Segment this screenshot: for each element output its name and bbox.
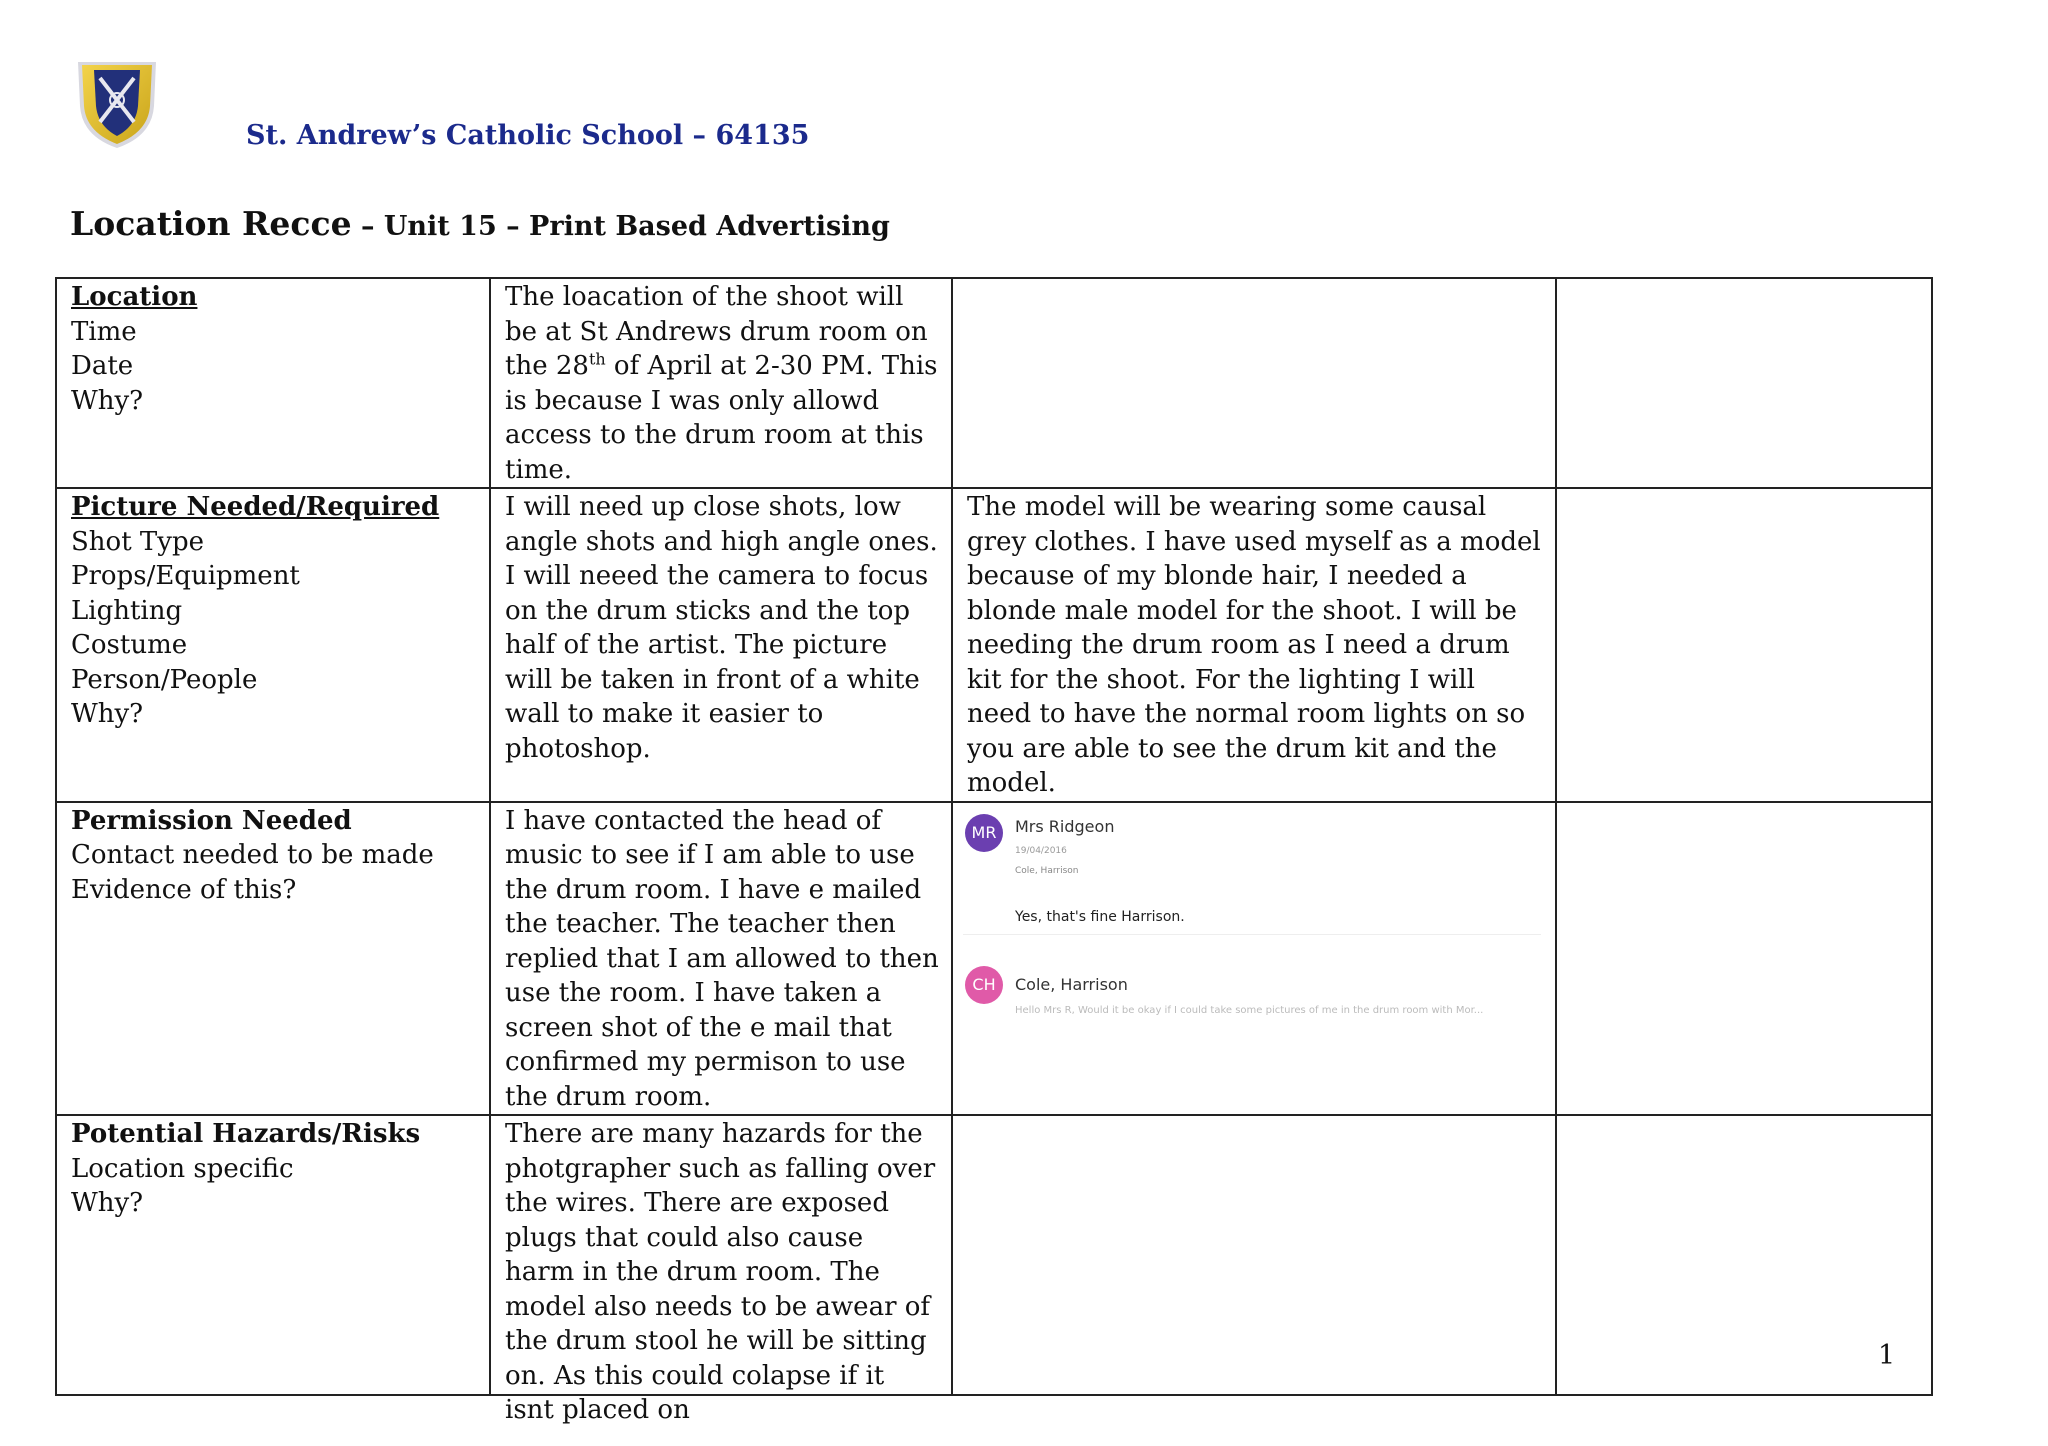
row-answer-cell: I have contacted the head of music to see if I am able to use the drum room. I have e mailed the teacher. The teacher then replied that I am allowed to then use the room. I have taken a screen shot of the e mail that confirmed my permison to use the drum room. xyxy=(490,802,952,1116)
row-detail-cell xyxy=(952,278,1556,488)
email-reply-body: Yes, that's fine Harrison. xyxy=(1015,908,1185,925)
row-detail-cell: The model will be wearing some causal grey clothes. I have used myself as a model because of my blonde hair, I needed a blonde male model for the shoot. I will be needing the drum room as I need a drum kit for the shoot. For the lighting I will need to have the normal room lights on so you are able to see the drum kit and the model. xyxy=(952,488,1556,802)
row-extra-cell xyxy=(1556,488,1932,802)
email-recipient: Cole, Harrison xyxy=(1015,865,1079,876)
row-sub-label: Why? xyxy=(71,1188,144,1218)
row-label-cell xyxy=(56,488,490,802)
row-heading: Location xyxy=(71,282,198,312)
email-date: 19/04/2016 xyxy=(1015,845,1067,856)
row-sub-label: Lighting xyxy=(71,595,183,626)
row-sub-label: Person/People xyxy=(71,664,258,695)
email-preview: Hello Mrs R, Would it be okay if I could take some pictures of me in the drum room with Mor... xyxy=(1015,1004,1484,1016)
row-label-cell xyxy=(56,802,490,1116)
row-heading: Potential Hazards/Risks xyxy=(71,1119,421,1149)
row-label-cell xyxy=(56,278,490,488)
school-name: St. Andrew’s Catholic School – 64135 xyxy=(246,120,810,151)
row-answer-cell: I will need up close shots, low angle shots and high angle ones. I will neeed the camera to focus on the drum sticks and the top half of the artist. The picture will be taken in front of a white wall to make it easier to photoshop. xyxy=(490,488,952,802)
answer-text: The loacation of the shoot will be at St Andrews drum room on the 28 xyxy=(505,282,928,381)
row-extra-cell xyxy=(1556,278,1932,488)
row-sub-label: Shot Type xyxy=(71,526,204,557)
location-recce-table xyxy=(55,277,1933,1425)
row-sub-label: Why? xyxy=(71,385,144,416)
table-row-hazards xyxy=(56,1115,1932,1395)
row-answer-cell xyxy=(490,278,952,488)
title-main: Location Recce xyxy=(70,204,352,243)
table-row-location xyxy=(56,278,1932,488)
ordinal-suffix: th xyxy=(588,349,606,369)
row-sub-label: Props/Equipment xyxy=(71,561,300,591)
email-screenshot xyxy=(963,804,1541,1042)
row-heading: Picture Needed/Required xyxy=(71,492,440,522)
row-sub-label: Evidence of this? xyxy=(71,874,297,905)
row-sub-label: Location specific xyxy=(71,1153,294,1184)
row-sub-label: Costume xyxy=(71,630,188,660)
table-row-picture xyxy=(56,488,1932,802)
row-sub-label: Why? xyxy=(71,699,144,729)
row-sub-label: Date xyxy=(71,351,134,381)
row-sub-label: Contact needed to be made xyxy=(71,840,434,870)
school-crest-logo xyxy=(74,56,160,152)
document-title xyxy=(70,204,890,243)
row-label-cell xyxy=(56,1115,490,1395)
row-answer-cell xyxy=(490,1115,952,1425)
row-sub-label: Time xyxy=(71,316,137,347)
row-extra-cell xyxy=(1556,802,1932,1116)
email-sender: Cole, Harrison xyxy=(1015,974,1128,994)
email-sender: Mrs Ridgeon xyxy=(1015,816,1115,836)
table-row-permission xyxy=(56,802,1932,1116)
title-sub: – Unit 15 – Print Based Advertising xyxy=(351,211,890,242)
page-number: 1 xyxy=(1878,1340,1896,1371)
sender-avatar: MR xyxy=(965,814,1003,852)
email-screenshot-cell xyxy=(952,802,1556,1116)
sender-avatar: CH xyxy=(965,966,1003,1004)
row-heading: Permission Needed xyxy=(71,805,352,836)
email-separator xyxy=(963,934,1541,935)
answer-text: of April at 2-30 PM. This is because I was only allowd access to the drum room at this time. xyxy=(505,351,938,485)
row-detail-cell xyxy=(952,1115,1556,1395)
answer-text: There are many hazards for the photgrapher such as falling over the wires. There are exposed plugs that could also cause harm in the drum room. The model also needs to be awear of the drum stool he will be sitting on. As this could colapse if it isnt placed on xyxy=(505,1119,936,1425)
row-extra-cell xyxy=(1556,1115,1932,1395)
